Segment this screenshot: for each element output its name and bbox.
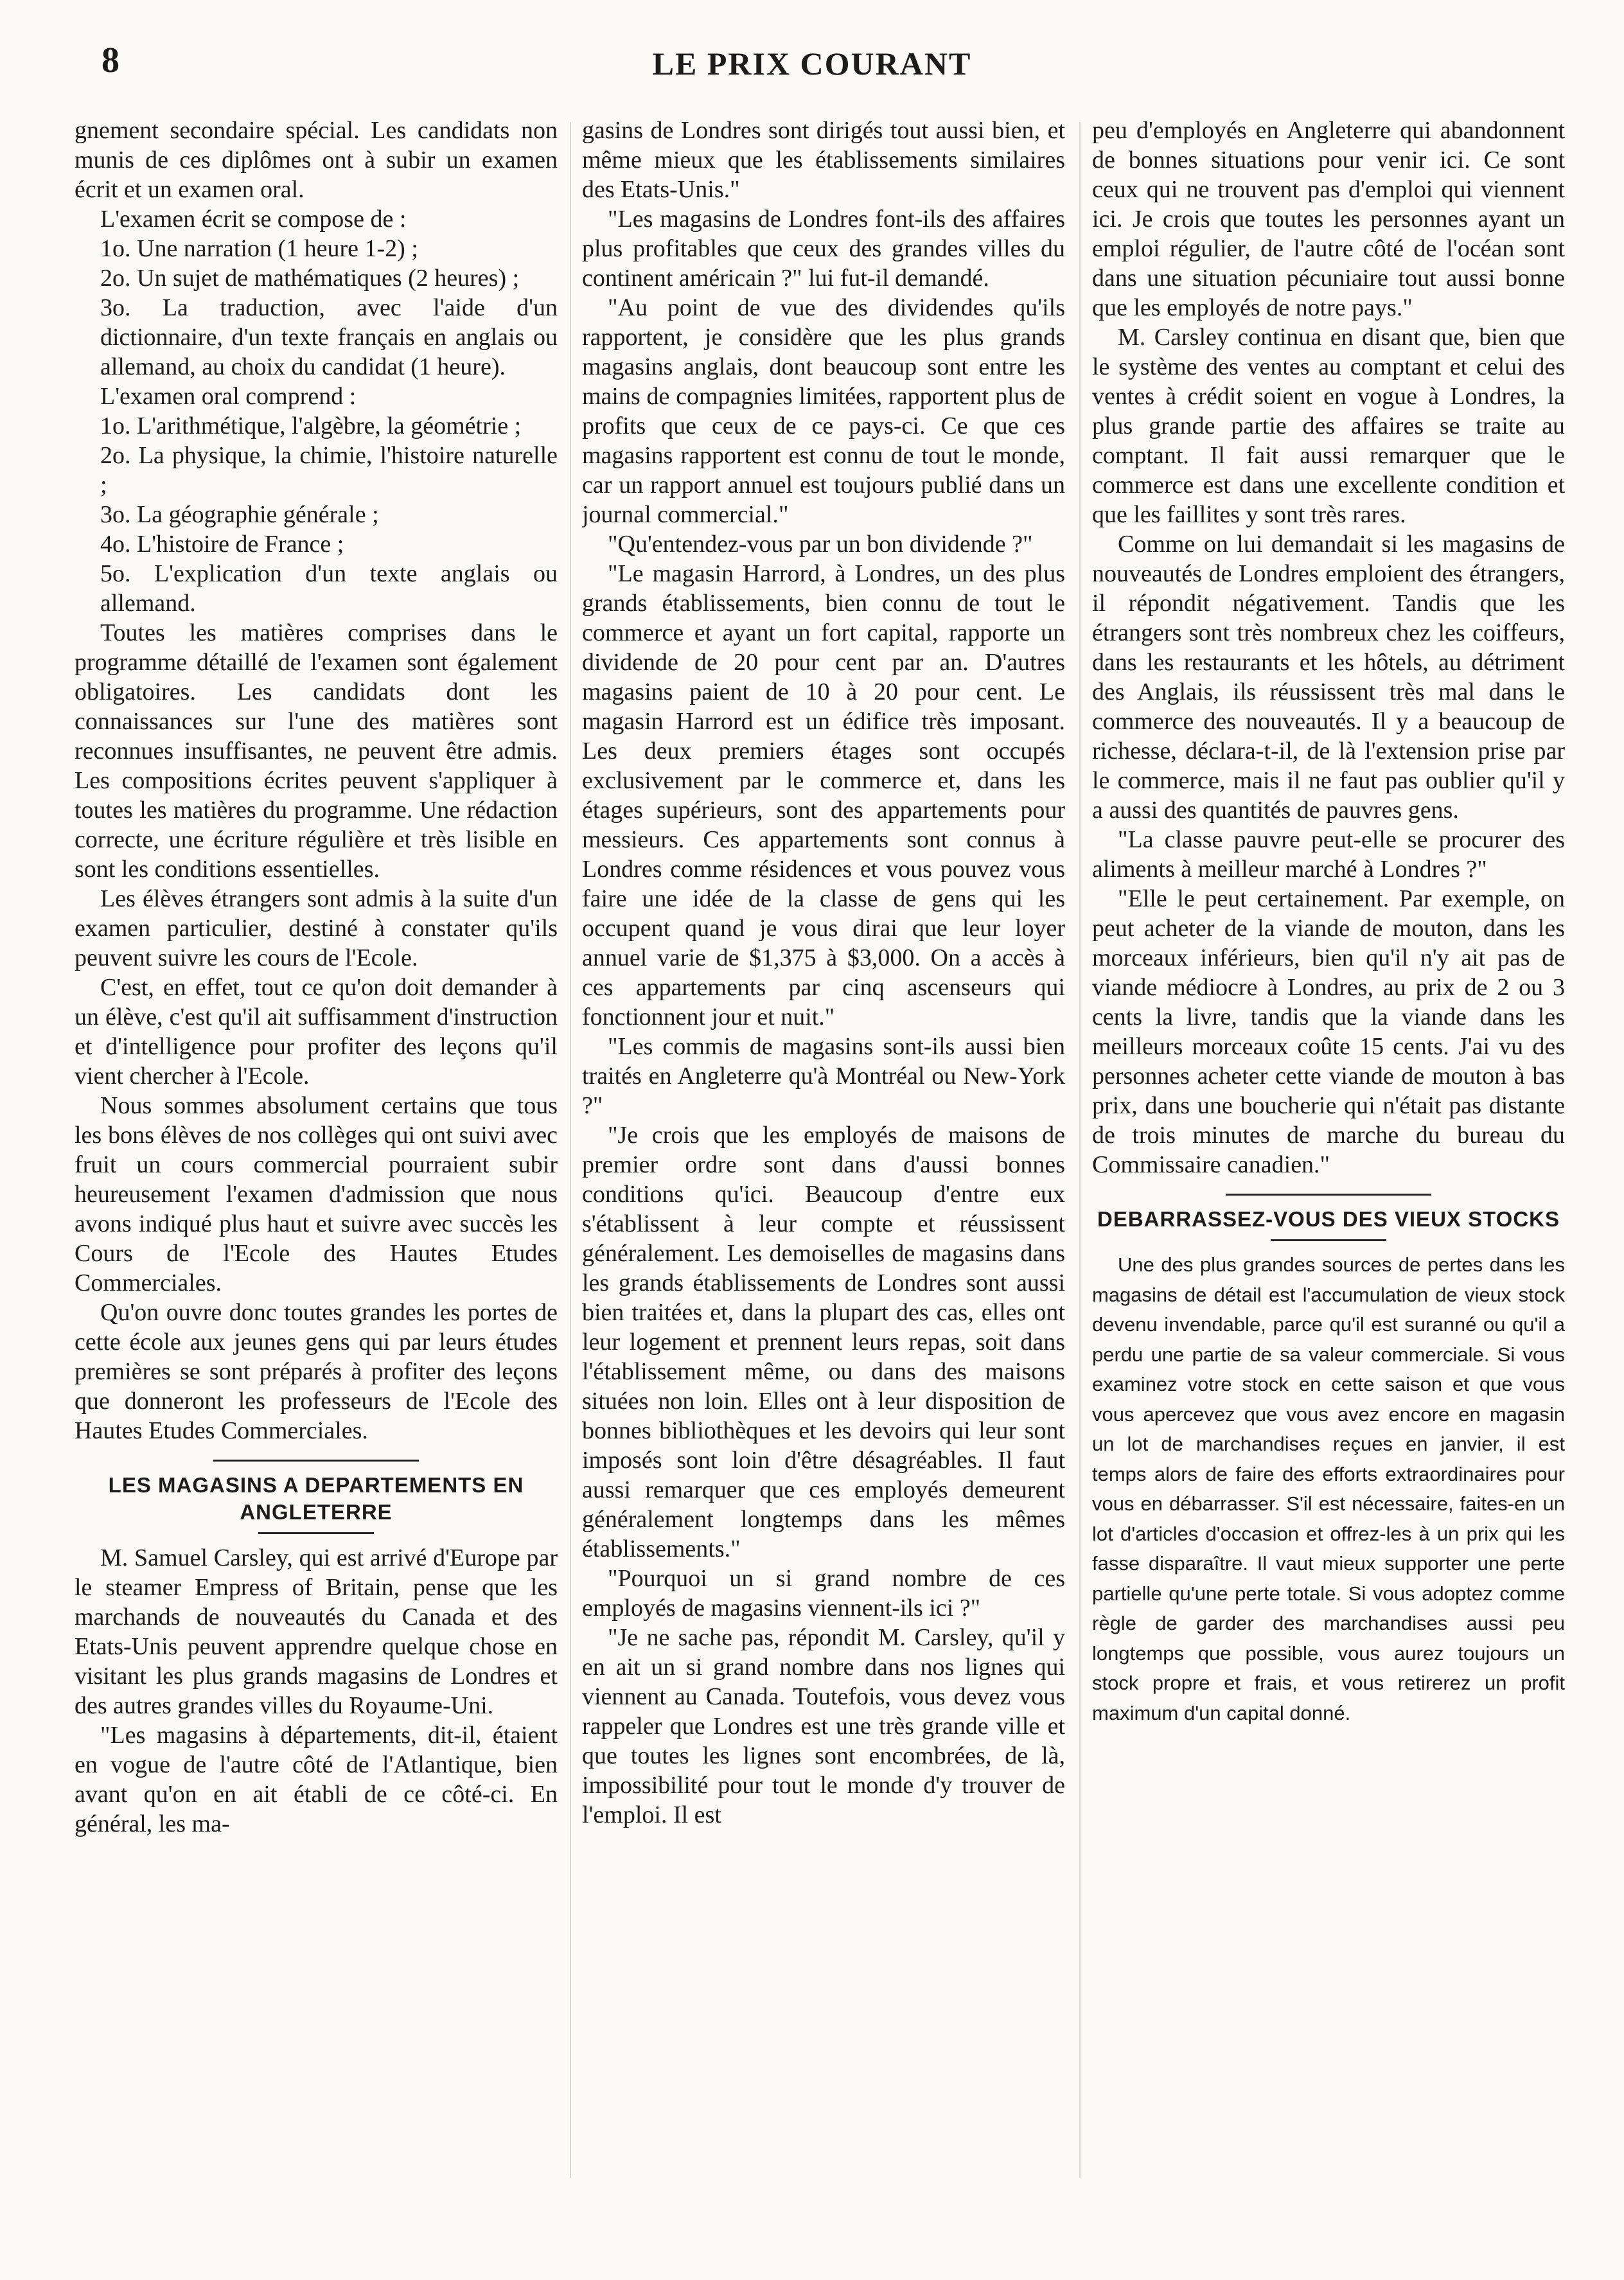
paragraph: Les élèves étrangers sont admis à la suite d'un examen particulier, destiné à constater qu'ils peuvent suivre les cours de l'Ecole. xyxy=(75,885,558,971)
paragraph: "Pourquoi un si grand nombre de ces employés de magasins viennent-ils ici ?" xyxy=(582,1565,1065,1622)
article-body xyxy=(1092,1250,1565,1728)
paragraph: L'examen écrit se compose de : xyxy=(100,206,407,233)
section-rule xyxy=(258,1532,374,1534)
paragraph: "Qu'entendez-vous par un bon dividende ?" xyxy=(608,531,1033,558)
paragraph: "La classe pauvre peut-elle se procurer des aliments à meilleur marché à Londres ?" xyxy=(1092,826,1565,883)
page-number: 8 xyxy=(102,40,119,80)
section-rule xyxy=(213,1460,419,1462)
paragraph: peu d'employés en Angleterre qui abandonnent de bonnes situations pour venir ici. Ce sont ceux qui ne trouvent pas d'emploi qui viennent ici. Je crois que toutes les personnes ayant un emploi régulier, de l'autre côté de l'océan sont dans une situation pécuniaire tout aussi bonne que les employés de notre pays." xyxy=(1092,117,1565,321)
list-item: 1o. Une narration (1 heure 1-2) ; xyxy=(100,235,418,262)
section-heading: DEBARRASSEZ-VOUS DES VIEUX STOCKS xyxy=(1097,1207,1560,1231)
paragraph: Comme on lui demandait si les magasins de nouveautés de Londres emploient des étrangers, il répondit négativement. Tandis que les étrangers sont très nombreux chez les coiffeurs, dans les restaurants et les hôtels, au détriment des Anglais, ils réussissent très mal dans le commerce des nouveautés. Il y a beaucoup de richesse, déclara-t-il, de là l'extension prise par le commerce, mais il ne faut pas oublier qu'il y a aussi des quantités de pauvres gens. xyxy=(1092,531,1565,824)
list-item: 3o. La traduction, avec l'aide d'un dictionnaire, d'un texte français en anglais ou allemand, au choix du candidat (1 heure). xyxy=(100,294,558,380)
list-item: 1o. L'arithmétique, l'algèbre, la géométrie ; xyxy=(100,412,522,439)
paragraph: "Les commis de magasins sont-ils aussi bien traités en Angleterre qu'à Montréal ou New-York ?" xyxy=(582,1033,1065,1119)
column-1 xyxy=(75,116,558,2204)
column-divider xyxy=(570,122,571,2178)
paragraph: gnement secondaire spécial. Les candidats non munis de ces diplômes ont à subir un examen écrit et un examen oral. xyxy=(75,117,558,203)
column-divider xyxy=(1079,122,1081,2178)
paragraph: M. Samuel Carsley, qui est arrivé d'Europe par le steamer Empress of Britain, pense que les marchands de nouveautés du Canada et des Etats-Unis peuvent apprendre quelque chose en visitant les plus grands magasins de Londres et des autres grandes villes du Royaume-Uni. xyxy=(75,1544,558,1719)
paragraph: "Je ne sache pas, répondit M. Carsley, qu'il y en ait un si grand nombre dans nos lignes qui viennent au Canada. Toutefois, vous devez vous rappeler que Londres est une très grande ville et que toutes les lignes sont encombrées, de là, impossibilité pour tout le monde d'y trouver de l'emploi. Il est xyxy=(582,1624,1065,1828)
paragraph: Qu'on ouvre donc toutes grandes les portes de cette école aux jeunes gens qui par leurs études premières se sont préparés à profiter des leçons que donneront les professeurs de l'Ecole des Hautes Etudes Commerciales. xyxy=(75,1299,558,1444)
list-item: 3o. La géographie générale ; xyxy=(100,501,379,528)
section-rule xyxy=(1271,1239,1386,1241)
list-item: 5o. L'explication d'un texte anglais ou allemand. xyxy=(100,560,558,617)
paragraph: "Les magasins à départements, dit-il, étaient en vogue de l'autre côté de l'Atlantique, bien avant qu'on en ait établi de ce côté-ci. En général, les ma- xyxy=(75,1722,558,1837)
paragraph: "Elle le peut certainement. Par exemple, on peut acheter de la viande de mouton, dans les morceaux inférieurs, bien qu'il n'y ait pas de viande médiocre à Londres, au prix de 2 ou 3 cents la livre, tandis que la viande dans les meilleurs morceaux coûte 15 cents. J'ai vu des personnes acheter cette viande de mouton à bas prix, dans une boucherie qui n'était pas distante de trois minutes de marche du bureau du Commissaire canadien." xyxy=(1092,885,1565,1178)
paragraph: Toutes les matières comprises dans le programme détaillé de l'examen sont également obligatoires. Les candidats dont les connaissances sur l'une des matières sont reconnues insuffisantes, ne peuvent être admis. Les compositions écrites peuvent s'appliquer à toutes les matières du programme. Une rédaction correcte, une écriture régulière et très lisible en sont les conditions essentielles. xyxy=(75,619,558,883)
list-item: 4o. L'histoire de France ; xyxy=(100,531,344,558)
paragraph: Nous sommes absolument certains que tous les bons élèves de nos collèges qui ont suivi avec fruit un cours commercial pourraient subir heureusement l'examen d'admission que nous avons indiqué plus haut et suivre avec succès les Cours de l'Ecole des Hautes Etudes Commerciales. xyxy=(75,1092,558,1296)
paragraph: M. Carsley continua en disant que, bien que le système des ventes au comptant et celui des ventes à crédit soient en vogue à Londres, la plus grande partie des affaires se traite au comptant. Il fait aussi remarquer que le commerce est dans une excellente condition et que les faillites y sont très rares. xyxy=(1092,324,1565,528)
paragraph: "Le magasin Harrord, à Londres, un des plus grands établissements, bien connu de tout le commerce et ayant un fort capital, rapporte un dividende de 20 pour cent par an. D'autres magasins paient de 10 à 20 pour cent. Le magasin Harrord est un édifice très imposant. Les deux premiers étages sont occupés exclusivement par le commerce et, dans les étages supérieurs, sont des appartements pour messieurs. Ces appartements sont connus à Londres comme résidences et vous pouvez vous faire une idée de la classe de gens qui les occupent quand je vous dirai que leur loyer annuel varie de $1,375 à $3,000. On a accès à ces appartements par cinq ascenseurs qui fonctionnent jour et nuit." xyxy=(582,560,1065,1030)
section-heading: LES MAGASINS A DEPARTEMENTS EN ANGLETERRE xyxy=(108,1473,524,1524)
column-2 xyxy=(582,116,1065,2204)
section-rule xyxy=(1226,1194,1431,1196)
newspaper-title: LE PRIX COURANT xyxy=(652,46,972,82)
paragraph: "Au point de vue des dividendes qu'ils rapportent, je considère que les plus grands magasins anglais, dont beaucoup sont entre les mains de compagnies limitées, rapportent plus de profits que ceux de ce pays-ci. Ce que ces magasins rapportent est connu de tout le monde, car un rapport annuel est toujours publié dans un journal commercial." xyxy=(582,294,1065,528)
list-item: 2o. La physique, la chimie, l'histoire naturelle ; xyxy=(100,442,558,499)
paragraph: C'est, en effet, tout ce qu'on doit demander à un élève, c'est qu'il ait suffisamment d'instruction et d'intelligence pour profiter des leçons qu'il vient chercher à l'Ecole. xyxy=(75,974,558,1090)
paragraph: gasins de Londres sont dirigés tout aussi bien, et même mieux que les établissements similaires des Etats-Unis." xyxy=(582,117,1065,203)
column-3 xyxy=(1092,116,1565,2204)
list-item: 2o. Un sujet de mathématiques (2 heures) ; xyxy=(100,265,520,292)
paragraph: Une des plus grandes sources de pertes dans les magasins de détail est l'accumulation de vieux stock devenu invendable, parce qu'il est suranné ou qu'il a perdu une partie de sa valeur commerciale. Si vous examinez votre stock en cette saison et que vous vous apercevez que vous avez encore en magasin un lot de marchandises reçues en janvier, il est temps alors de faire des efforts extraordinaires pour vous en débarrasser. S'il est nécessaire, faites-en un lot d'articles d'occasion et offrez-les à un prix qui les fasse disparaître. Il vaut mieux supporter une perte partielle qu'une perte totale. Si vous adoptez comme règle de garder des marchandises aussi peu longtemps que possible, vous aurez toujours un stock propre et frais, et vous retirerez un profit maximum d'un capital donné. xyxy=(1092,1253,1565,1724)
paragraph: "Je crois que les employés de maisons de premier ordre sont dans d'aussi bonnes conditions qu'ici. Beaucoup d'entre eux s'établissent à leur compte et réussissent généralement. Les demoiselles de magasins dans les grands établissements de Londres sont aussi bien traitées et, dans la plupart des cas, elles ont leur logement et prennent leurs repas, soit dans l'établissement même, ou dans des maisons situées non loin. Elles ont à leur disposition de bonnes bibliothèques et les devoirs qui leur sont imposés sont loin d'être désagréables. Il faut aussi remarquer que ces employés demeurent généralement longtemps dans les mêmes établissements." xyxy=(582,1122,1065,1562)
paragraph: L'examen oral comprend : xyxy=(100,383,357,410)
paragraph: "Les magasins de Londres font-ils des affaires plus profitables que ceux des grandes villes du continent américain ?" lui fut-il demandé. xyxy=(582,206,1065,292)
